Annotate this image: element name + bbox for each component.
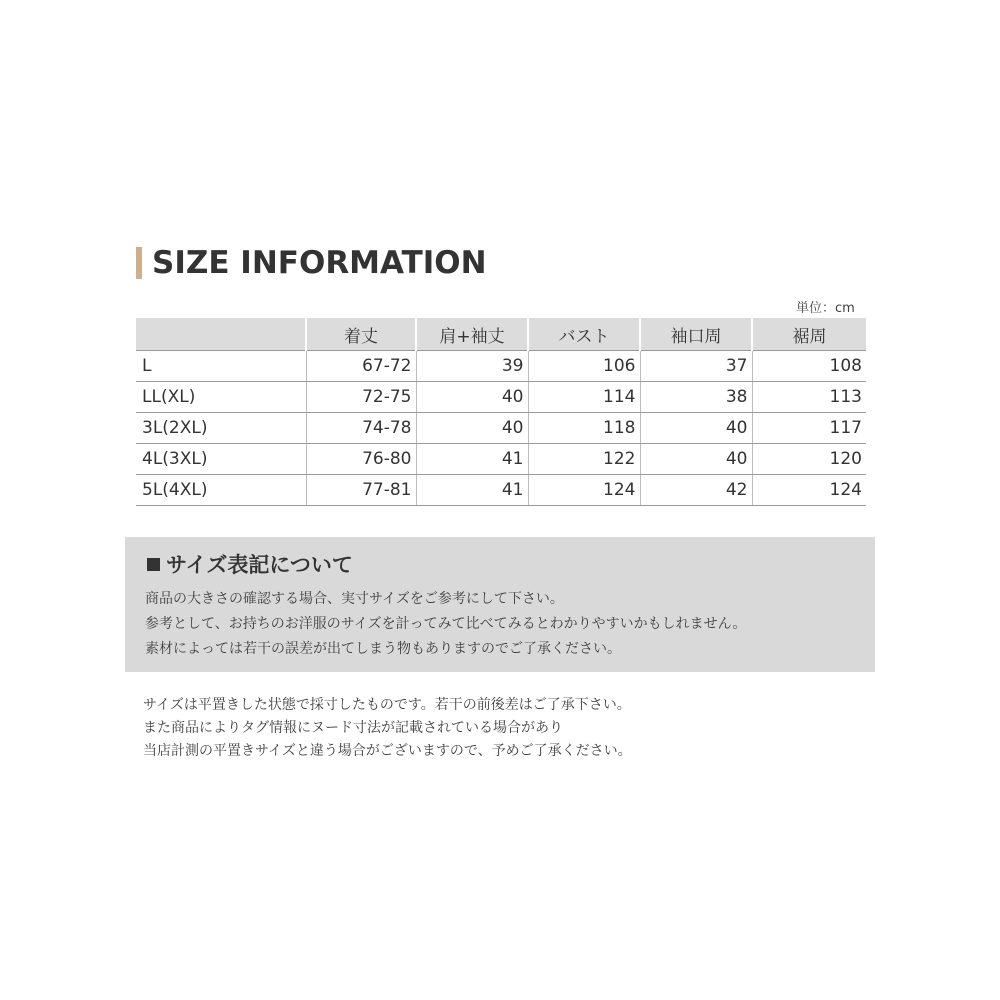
cell-size: 4L(3XL) bbox=[136, 444, 306, 475]
cell-cuff: 42 bbox=[640, 475, 752, 506]
title-accent-bar bbox=[136, 247, 142, 279]
unit-label: 単位：cm bbox=[796, 301, 855, 316]
header-bust: バスト bbox=[528, 318, 640, 351]
cell-length: 77-81 bbox=[306, 475, 416, 506]
size-information-title bbox=[136, 245, 487, 281]
cell-bust: 122 bbox=[528, 444, 640, 475]
notice-heading bbox=[147, 549, 353, 579]
table-row bbox=[136, 444, 866, 475]
cell-hem: 113 bbox=[752, 382, 866, 413]
cell-hem: 108 bbox=[752, 351, 866, 382]
cell-bust: 118 bbox=[528, 413, 640, 444]
cell-shoulder-sleeve: 39 bbox=[416, 351, 528, 382]
cell-bust: 114 bbox=[528, 382, 640, 413]
header-size bbox=[136, 318, 306, 351]
cell-hem: 124 bbox=[752, 475, 866, 506]
cell-shoulder-sleeve: 41 bbox=[416, 444, 528, 475]
table-row bbox=[136, 413, 866, 444]
header-length: 着丈 bbox=[306, 318, 416, 351]
cell-cuff: 40 bbox=[640, 413, 752, 444]
footer-line: サイズは平置きした状態で採寸したものです。若干の前後差はご了承下さい。 bbox=[143, 697, 631, 713]
footer-line: 当店計測の平置きサイズと違う場合がございますので、予めご了承ください。 bbox=[143, 743, 632, 759]
cell-bust: 124 bbox=[528, 475, 640, 506]
footer-line: また商品によりタグ情報にヌード寸法が記載されている場合があり bbox=[143, 720, 563, 736]
cell-shoulder-sleeve: 40 bbox=[416, 413, 528, 444]
table-row bbox=[136, 382, 866, 413]
cell-length: 72-75 bbox=[306, 382, 416, 413]
table-header-row bbox=[136, 318, 866, 351]
cell-length: 76-80 bbox=[306, 444, 416, 475]
cell-size: L bbox=[136, 351, 306, 382]
header-shoulder-sleeve: 肩+袖丈 bbox=[416, 318, 528, 351]
square-bullet-icon bbox=[147, 558, 160, 571]
cell-size: 5L(4XL) bbox=[136, 475, 306, 506]
cell-hem: 120 bbox=[752, 444, 866, 475]
cell-cuff: 37 bbox=[640, 351, 752, 382]
cell-length: 67-72 bbox=[306, 351, 416, 382]
cell-size: 3L(2XL) bbox=[136, 413, 306, 444]
notice-line: 商品の大きさの確認する場合、実寸サイズをご参考にして下さい。 bbox=[145, 591, 564, 607]
notice-heading-text: サイズ表記について bbox=[166, 553, 353, 577]
page-title: SIZE INFORMATION bbox=[152, 245, 487, 281]
cell-size: LL(XL) bbox=[136, 382, 306, 413]
notice-line: 素材によっては若干の誤差が出てしまう物もありますのでご了承ください。 bbox=[145, 641, 621, 657]
cell-length: 74-78 bbox=[306, 413, 416, 444]
measurement-note bbox=[143, 694, 632, 763]
table-row bbox=[136, 475, 866, 506]
cell-hem: 117 bbox=[752, 413, 866, 444]
cell-bust: 106 bbox=[528, 351, 640, 382]
size-table bbox=[136, 318, 866, 506]
table-row bbox=[136, 351, 866, 382]
cell-cuff: 40 bbox=[640, 444, 752, 475]
cell-cuff: 38 bbox=[640, 382, 752, 413]
cell-shoulder-sleeve: 40 bbox=[416, 382, 528, 413]
cell-shoulder-sleeve: 41 bbox=[416, 475, 528, 506]
notice-text bbox=[145, 587, 746, 662]
notice-line: 参考として、お持ちのお洋服のサイズを計ってみて比べてみるとわかりやすいかもしれません。 bbox=[145, 616, 747, 632]
header-cuff: 袖口周 bbox=[640, 318, 752, 351]
header-hem: 裾周 bbox=[752, 318, 866, 351]
size-notice-box bbox=[125, 537, 875, 672]
